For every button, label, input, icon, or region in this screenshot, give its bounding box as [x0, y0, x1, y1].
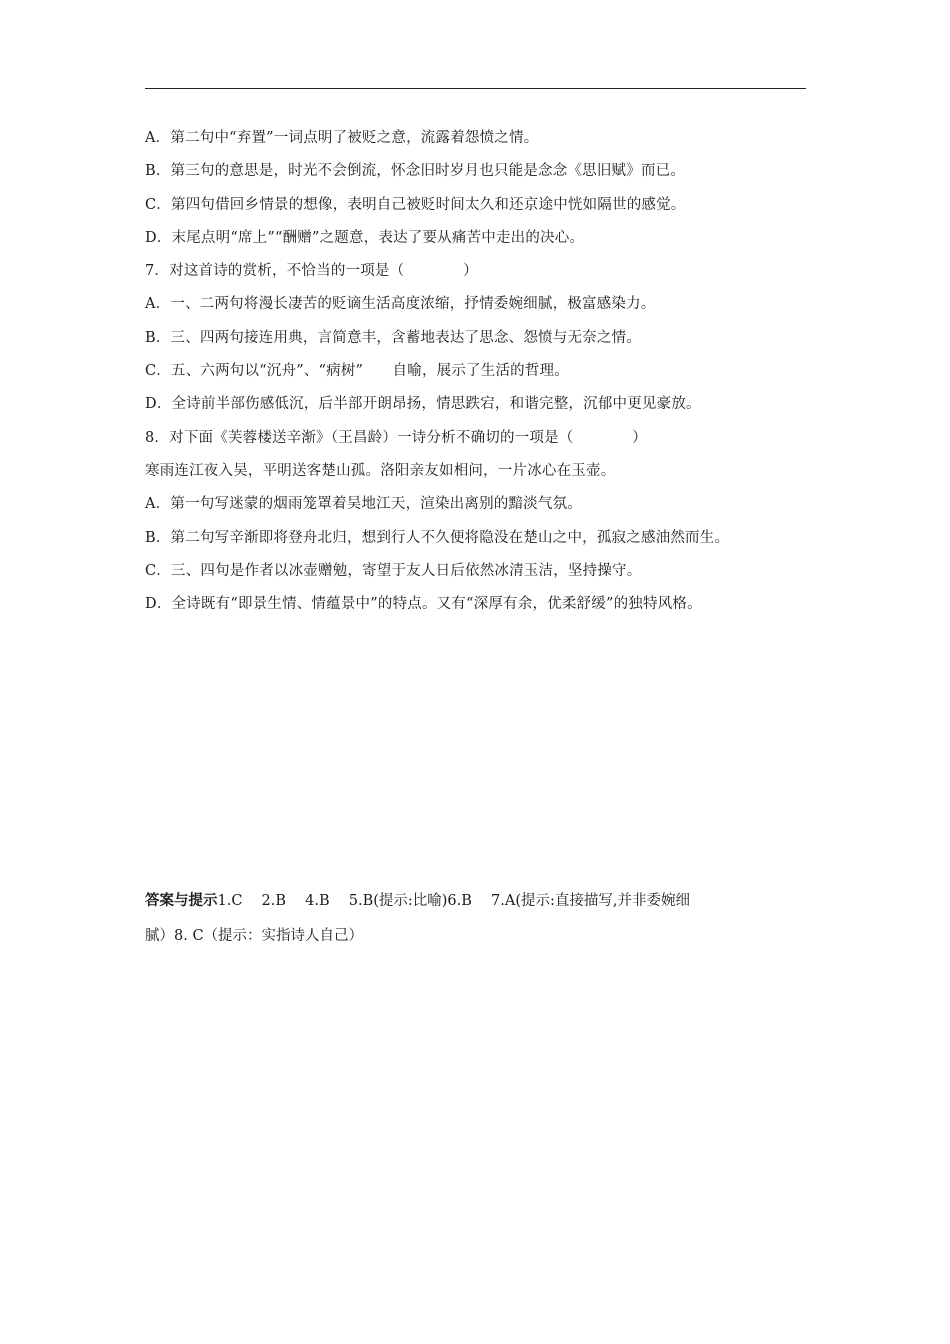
question-body: [145, 122, 825, 621]
header-rule: [145, 88, 806, 89]
option-7c: C．五、六两句以“沉舟”、“病树” 自喻，展示了生活的哲理。: [145, 363, 569, 380]
option-8c: C．三、四句是作者以冰壶赠勉，寄望于友人日后依然冰清玉洁，坚持操守。: [145, 562, 642, 579]
option-6b: B．第三句的意思是，时光不会倒流，怀念旧时岁月也只能是念念《思旧赋》而已。: [145, 163, 686, 180]
poem-text: 寒雨连江夜入吴，平明送客楚山孤。洛阳亲友如相问，一片冰心在玉壶。: [145, 462, 616, 479]
answer-row-1: [145, 884, 815, 919]
option-8b: B．第二句写辛渐即将登舟北归，想到行人不久便将隐没在楚山之中，孤寂之感油然而生。: [145, 529, 730, 546]
option-6a: A．第二句中“弃置”一词点明了被贬之意，流露着怨愤之情。: [145, 130, 539, 146]
answer-section: [145, 884, 815, 954]
option-6c: C．第四句借回乡情景的想像，表明自己被贬时间太久和还京途中恍如隔世的感觉。: [145, 196, 686, 213]
option-7d: D．全诗前半部伤感低沉，后半部开朗昂扬，情思跌宕，和谐完整，沉郁中更见豪放。: [145, 396, 701, 413]
option-8a: A．第一句写迷蒙的烟雨笼罩着吴地江天，渲染出离别的黯淡气氛。: [145, 496, 582, 513]
answer-text-2: 腻）8. C（提示：实指诗人自己）: [145, 928, 364, 944]
question-8: 8．对下面《芙蓉楼送辛渐》（王昌龄）一诗分析不确切的一项是（ ）: [145, 429, 647, 446]
answer-text-1: 1.C 2.B 4.B 5.B(提示:比喻)6.B 7.A(提示:直接描写,并非委婉细: [217, 893, 690, 909]
option-6d: D．末尾点明“席上”“酬赠”之题意，表达了要从痛苦中走出的决心。: [145, 229, 585, 246]
answer-label: 答案与提示: [145, 893, 218, 909]
option-7a: A．一、二两句将漫长凄苦的贬谪生活高度浓缩，抒情委婉细腻，极富感染力。: [145, 296, 656, 313]
question-7: 7．对这首诗的赏析，不恰当的一项是（ ）: [145, 263, 478, 280]
option-7b: B．三、四两句接连用典，言简意丰，含蓄地表达了思念、怨愤与无奈之情。: [145, 329, 641, 346]
option-8d: D．全诗既有“即景生情、情蕴景中”的特点。又有“深厚有余，优柔舒缓”的独特风格。: [145, 596, 702, 613]
